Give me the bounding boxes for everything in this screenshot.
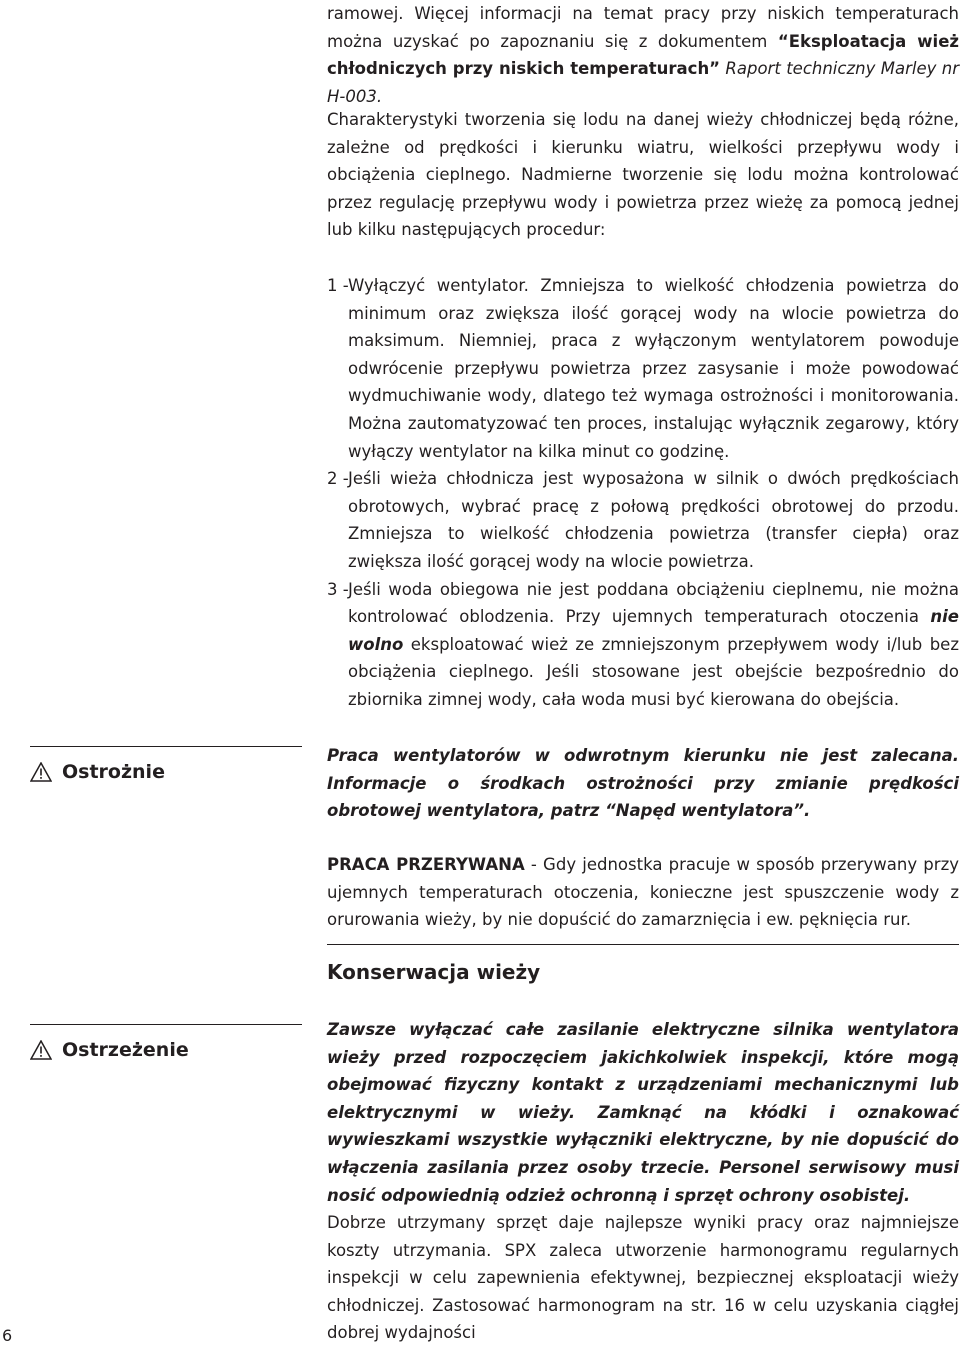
- caution-label-text: Ostrożnie: [62, 761, 165, 783]
- warning-triangle-icon: [30, 1040, 52, 1060]
- warning-label-text: Ostrzeżenie: [62, 1039, 189, 1061]
- intermittent-lead: PRACA PRZERYWANA: [327, 855, 525, 874]
- procedure-list: [327, 272, 959, 714]
- referenced-document-title: “Eksploatacja wież chłodniczych przy niskich temperaturach”: [327, 31, 959, 79]
- warning-triangle-icon: [30, 762, 52, 782]
- maintenance-text: Dobrze utrzymany sprzęt daje najlepsze wyniki pracy oraz najmniejsze koszty utrzymania. SPX zaleca utworzenie harmonogramu regularnych inspekcji w celu zapewnienia efektywnej, bezpiecznej eksploatacji wieży chłodniczej. Zastosować harmonogram na str. 16 w celu uzyskania ciągłej dobrej wydajności: [327, 1213, 959, 1343]
- warning-text-block: [327, 1016, 959, 1209]
- caution-label: [30, 746, 302, 783]
- intro-text: ramowej. Więcej informacji na temat pracy przy niskich temperaturach można uzyskać po zapoznaniu się z dokumentem: [327, 4, 959, 51]
- caution-text-block: [327, 742, 959, 825]
- section-heading: Konserwacja wieży: [327, 960, 541, 984]
- list-text: Jeśli wieża chłodnicza jest wyposażona w silnik o dwóch prędkościach obrotowych, wybrać pracę z połową prędkości obrotowej do przodu. Zmniejsza to wielkość chłodzenia powietrza (transfer ciepła) oraz zwiększa ilość gorącej wody na wlocie powietrza.: [348, 469, 959, 571]
- page-number: 6: [2, 1326, 13, 1345]
- list-number: 1 -: [327, 276, 349, 295]
- warning-label: [30, 1024, 302, 1061]
- list-text-part: Jeśli woda obiegowa nie jest poddana obciążeniu cieplnemu, nie można kontrolować oblodzenia. Przy ujemnych temperaturach otoczenia: [348, 579, 959, 627]
- caution-text: Praca wentylatorów w odwrotnym kierunku nie jest zalecana. Informacje o środkach ostrożności przy zmianie prędkości obrotowej wentylatora, patrz “Napęd wentylatora”.: [327, 746, 959, 821]
- emphasis-text: nie wolno: [348, 607, 959, 654]
- list-number: 2 -: [327, 469, 349, 489]
- intermittent-paragraph: [327, 851, 959, 934]
- list-text: [348, 576, 959, 714]
- list-item: [327, 465, 959, 575]
- list-item: [327, 272, 959, 465]
- icing-text: Charakterystyki tworzenia się lodu na danej wieży chłodniczej będą różne, zależne od prędkości i kierunku wiatru, wielkości przepływu wody i obciążenia cieplnego. Nadmierne tworzenie się lodu można kontrolować przez regulację przepływu wody i powietrza przez wieżę za pomocą jednej lub kilku następujących procedur:: [327, 110, 959, 240]
- list-number: 3 -: [327, 579, 349, 599]
- icing-paragraph: [327, 106, 959, 244]
- section-divider: [327, 944, 959, 945]
- maintenance-paragraph: [327, 1209, 959, 1347]
- intermittent-text: - Gdy jednostka pracuje w sposób przerywany przy ujemnych temperaturach otoczenia, konieczne jest spuszczenie wody z orurowania wieży, by nie dopuścić do zamarznięcia i ew. pęknięcia rur.: [327, 855, 959, 930]
- intro-paragraph: [327, 0, 959, 110]
- list-text-part: eksploatować wież ze zmniejszonym przepływem wody i/lub bez obciążenia cieplnego. Jeśli stosowane jest obejście bezpośrednio do zbiornika zimnej wody, cała woda musi być kierowana do obejścia.: [348, 634, 959, 709]
- list-item: [327, 576, 959, 714]
- warning-text: Zawsze wyłączać całe zasilanie elektryczne silnika wentylatora wieży przed rozpoczęciem jakichkolwiek inspekcji, które mogą obejmować fizyczny kontakt z urządzeniami mechanicznymi lub elektrycznymi w wieży. Zamknąć na kłódki i oznakować wywieszkami wszystkie wyłączniki elektryczne, by nie dopuścić do włączenia zasilania przez osoby trzecie. Personel serwisowy musi nosić odpowiednią odzież ochronną i sprzęt ochrony osobistej.: [327, 1020, 959, 1205]
- list-text: Wyłączyć wentylator. Zmniejsza to wielkość chłodzenia powietrza do minimum oraz zwiększa ilość gorącej wody na wlocie powietrza do maksimum. Niemniej, praca z wyłączonym wentylatorem powoduje odwrócenie przepływu powietrza przez zasysanie i może powodować wydmuchiwanie wody, dlatego też wymaga ostrożności i monitorowania. Można zautomatyzować ten proces, instalując wyłącznik zegarowy, który wyłączy wentylator na kilka minut co godzinę.: [348, 276, 959, 461]
- technical-report-reference: Raport techniczny Marley nr H-003.: [327, 59, 959, 106]
